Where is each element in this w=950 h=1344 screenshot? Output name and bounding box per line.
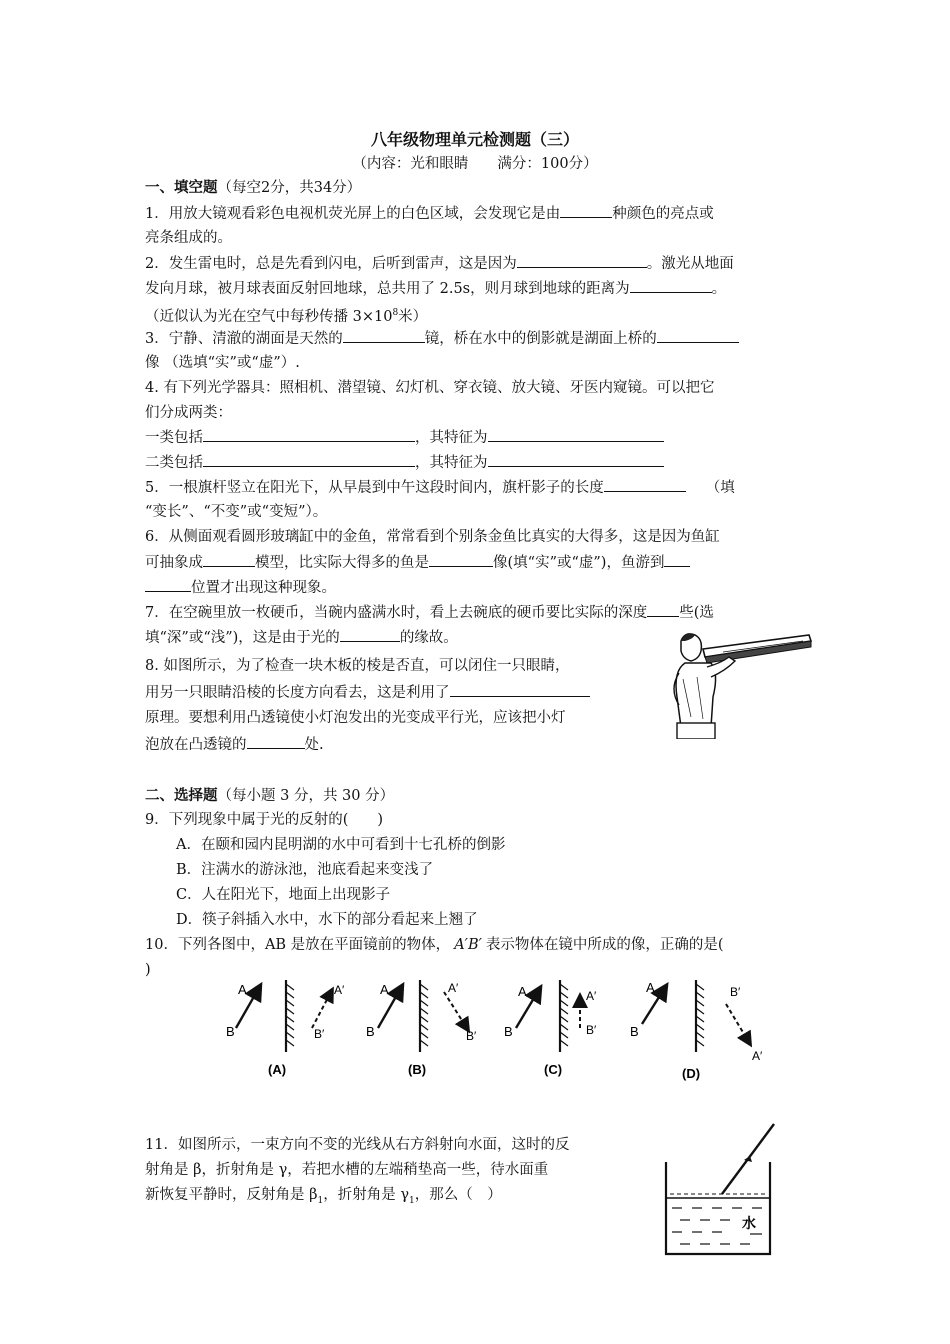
q9-option-d[interactable]: D．筷子斜插入水中，水下的部分看起来上翘了 [176,912,478,928]
q2-text-a: 2．发生雷电时，总是先看到闪电，后听到雷声，这是因为 [145,256,517,272]
q2-text-b: 。激光从地面 [646,256,734,272]
q4-class1-feature: ，其特征为 [415,430,488,446]
q10-c-label-B: B [504,1024,513,1039]
q11-text-a: 新恢复平静时，反射角是 β [145,1187,318,1203]
q5-blank[interactable] [604,477,686,492]
q2-text-f: 米） [398,308,428,325]
q2-blank-2[interactable] [630,278,712,293]
q2-text-e: （近似认为光在空气中每秒传播 3×10 [145,308,393,325]
q3-line2: 像 （选填“实”或“虚”）. [145,355,300,371]
q7-text-d: 的缘故。 [399,630,458,646]
q6-line3 [145,577,336,598]
q10-d-label-B: B [630,1024,639,1039]
q5-text-b: （填 [705,480,735,496]
q6-text-c: 像(填“实”或“虚”)，鱼游到 [493,555,665,571]
q8-text-b: 泡放在凸透镜的 [145,737,247,753]
q10-text-a: 10．下列各图中，AB 是放在平面镜前的物体， [145,937,451,953]
q11-line3 [145,1185,502,1211]
q4-class2-label: 二类包括 [145,455,203,471]
q8-text-c: 处. [304,737,324,753]
q10-b-label-B: B [366,1024,375,1039]
q2-text-d: 。 [711,281,727,297]
q11-water-label: 水 [742,1215,756,1231]
q10-figure-mirrors [222,978,782,1088]
q9-option-c[interactable]: C．人在阳光下，地面上出现影子 [176,887,391,903]
q7-line1 [145,602,714,623]
q2-line3 [145,303,427,327]
q6-line1: 6．从侧面观看圆形玻璃缸中的金鱼，常常看到个别条金鱼比真实的大得多，这是因为鱼缸 [145,529,720,545]
q7-text-a: 7．在空碗里放一枚硬币，当碗内盛满水时，看上去碗底的硬币要比实际的深度 [145,605,648,621]
page-title: 八年级物理单元检测题（三） [370,130,579,149]
q1-line2: 亮条组成的。 [145,230,232,246]
q10-d-label-A: A [646,980,655,995]
q4-line2: 们分成两类： [145,405,232,421]
page-subtitle: （内容：光和眼睛 满分：100分） [352,156,598,172]
q3-text-b: 镜，桥在水中的倒影就是湖面上桥的 [424,331,657,347]
q8-figure-person-plank [663,627,813,739]
q10-b-label-A-prime: A′ [448,981,459,995]
q10-symbol: A′B′ [454,937,482,953]
q9-option-b[interactable]: B．注满水的游泳池，池底看起来变浅了 [176,862,434,878]
q6-blank-2[interactable] [429,552,493,567]
q8-line4 [145,734,324,755]
q1-text-b: 种颜色的亮点或 [612,206,714,222]
section-1-heading [145,178,361,198]
q6-text-a: 可抽象成 [145,555,203,571]
q10-d-label-A-prime: A′ [752,1049,763,1063]
q10-a-label-B: B [226,1024,235,1039]
q1-blank[interactable] [560,203,612,218]
q4-class2-feature-blank[interactable] [488,452,664,467]
q3-blank-1[interactable] [343,328,425,343]
q9-stem: 9．下列现象中属于光的反射的( ) [145,812,384,828]
section-2-title: 二、选择题 [145,787,218,804]
q5-text-a: 5．一根旗杆竖立在阳光下，从早晨到中午这段时间内，旗杆影子的长度 [145,480,604,496]
q10-c-label-A: A [518,984,527,999]
q4-class1-blank[interactable] [203,427,415,442]
q8-blank-2[interactable] [247,734,305,749]
q11-text-c: ，那么（ ） [414,1187,502,1203]
q10-panel-b[interactable] [366,980,477,1077]
q6-text-b: 模型，比实际大得多的鱼是 [255,555,429,571]
q7-text-c: 填“深”或“浅”)，这是由于光的 [145,630,340,646]
q11-sub-1: 1 [317,1195,324,1206]
q6-blank-3b[interactable] [145,577,191,592]
q10-c-caption: (C) [544,1062,563,1077]
q8-blank-1[interactable] [450,682,590,697]
q4-class1-feature-blank[interactable] [488,427,664,442]
q1-line1 [145,203,714,224]
q8-line1: 8. 如图所示，为了检查一块木板的棱是否直，可以闭住一只眼睛， [145,658,570,674]
q10-line1 [145,935,724,955]
q10-d-caption: (D) [682,1066,701,1081]
q10-panel-d[interactable] [630,980,763,1081]
q10-b-label-B-prime: B′ [466,1029,477,1043]
q11-sub-2: 1 [409,1195,415,1206]
q10-c-label-A-prime: A′ [586,989,597,1003]
q7-line2 [145,627,458,648]
section-2-note: （每小题 3 分，共 30 分） [217,788,395,804]
q10-d-label-B-prime: B′ [730,985,741,999]
q4-class2-feature: ，其特征为 [415,455,488,471]
q11-figure-water-tank [660,1122,780,1262]
q6-text-d: 位置才出现这种现象。 [191,580,336,596]
q8-line2 [145,682,590,703]
q3-text-a: 3．宁静、清澈的湖面是天然的 [145,331,343,347]
q10-c-label-B-prime: B′ [586,1023,597,1037]
q9-option-a[interactable]: A．在颐和园内昆明湖的水中可看到十七孔桥的倒影 [176,837,506,853]
q10-a-label-B-prime: B′ [314,1027,325,1041]
q10-a-label-A-prime: A′ [334,983,345,997]
q11-text-b: ，折射角是 γ [323,1187,410,1203]
q10-b-caption: (B) [408,1062,427,1077]
section-1-title: 一、填空题 [145,179,218,196]
q7-blank-1[interactable] [647,602,679,617]
q7-text-b: 些(选 [679,605,714,621]
q2-line1 [145,253,734,274]
q1-text-a: 1．用放大镜观看彩色电视机荧光屏上的白色区域，会发现它是由 [145,206,561,222]
q4-line1: 4. 有下列光学器具：照相机、潜望镜、幻灯机、穿衣镜、放大镜、牙医内窥镜。可以把它 [145,380,715,396]
q10-panel-c[interactable] [504,980,597,1077]
q4-class2 [145,452,664,473]
q11-line1: 11．如图所示，一束方向不变的光线从右方斜射向水面，这时的反 [145,1137,570,1153]
q3-blank-2[interactable] [657,328,739,343]
q6-blank-1[interactable] [203,552,255,567]
section-2-heading [145,786,394,806]
q4-class1-label: 一类包括 [145,430,203,446]
q6-line2 [145,552,690,573]
q5-line1 [145,477,735,498]
q2-exponent: 8 [392,308,399,318]
q2-line2 [145,278,726,299]
q2-blank-1[interactable] [517,253,647,268]
q10-a-caption: (A) [268,1062,287,1077]
q8-text-a: 用另一只眼睛沿棱的长度方向看去，这是利用了 [145,685,450,701]
q10-a-label-A: A [238,982,247,997]
q6-blank-3a[interactable] [664,552,690,567]
q10-panel-a[interactable] [226,980,345,1077]
q10-text-b: 表示物体在镜中所成的像，正确的是( [485,937,724,953]
q2-text-c: 发向月球，被月球表面反射回地球，总共用了 2.5s，则月球到地球的距离为 [145,281,630,297]
q10-b-label-A: A [380,982,389,997]
q10-line2: ) [145,962,151,978]
q4-class1 [145,427,664,448]
q11-line2: 射角是 β，折射角是 γ，若把水槽的左端稍垫高一些，待水面重 [145,1162,549,1178]
section-1-note: （每空2分，共34分） [217,180,362,196]
q3-line1 [145,328,739,349]
q4-class2-blank[interactable] [203,452,415,467]
q5-line2: “变长”、“不变”或“变短”）。 [145,504,328,520]
q8-line3: 原理。要想利用凸透镜使小灯泡发出的光变成平行光，应该把小灯 [145,710,566,726]
q7-blank-2[interactable] [340,627,400,642]
